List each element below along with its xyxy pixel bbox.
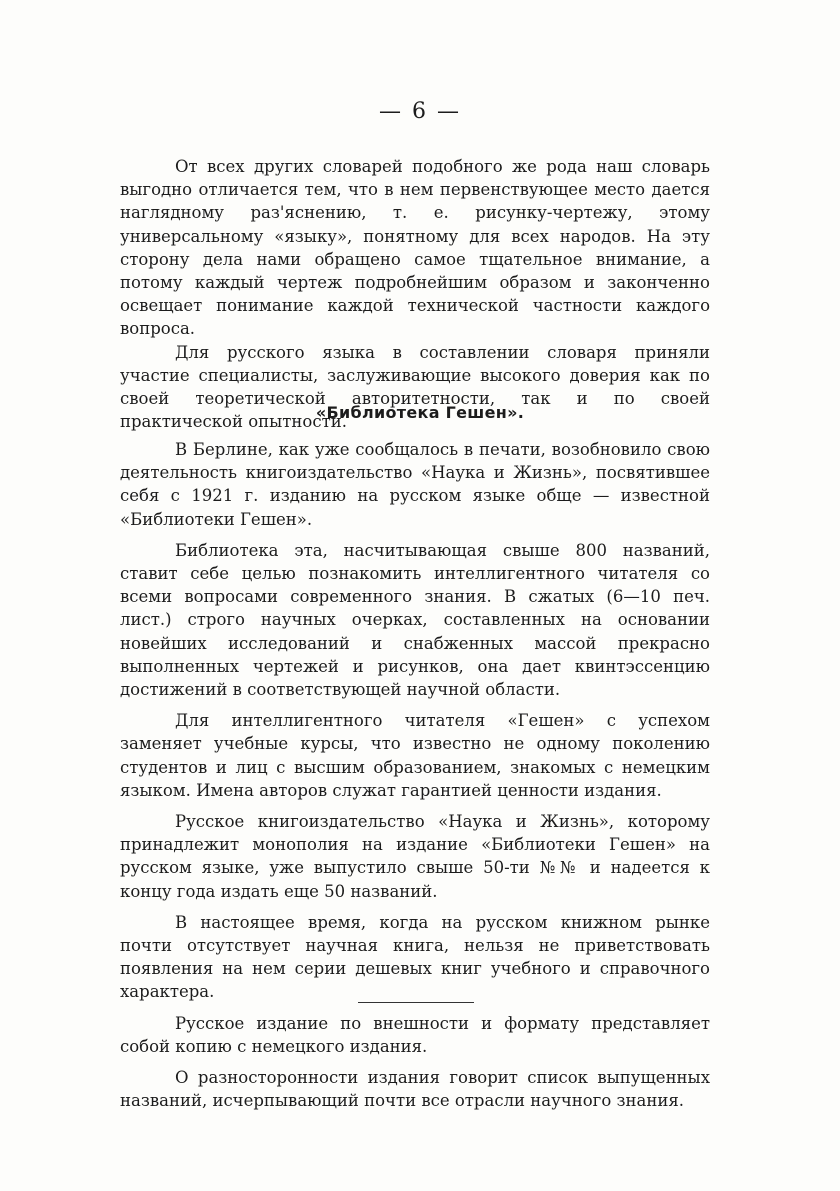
paragraph: От всех других словарей подобного же рода наш словарь выгодно отличается тем, что в нем первенствующее место дается наглядному раз'яснению, т. е. рисунку-чертежу, этому универсальному «языку», понятному для всех народов. На эту сторону дела нами обращено самое тщательное внимание, а потому каждый чертеж подробнейшим образом и законченно освещает понимание каждой технической частности каждого вопроса. bbox=[120, 157, 710, 339]
paragraph: О разносторонности издания говорит список выпущенных названий, исчерпывающий почти все отрасли научного знания. bbox=[120, 1068, 710, 1111]
closing-rule bbox=[358, 1002, 474, 1003]
paragraph: В Берлине, как уже сообщалось в печати, возобновило свою деятельность книгоиздательство «Наука и Жизнь», посвятившее себя с 1921 г. изданию на русском языке обще — известной «Библиотеки Гешен». bbox=[120, 440, 710, 529]
paragraph: Для русского языка в составлении словаря приняли участие специалисты, заслуживающие высокого доверия как по своей теоретической авторитетности, так и по своей практической опытности. bbox=[120, 342, 710, 432]
paragraph: Библиотека эта, насчитывающая свыше 800 названий, ставит себе целью познакомить интеллигентного читателя со всеми вопросами современного знания. В сжатых (6—10 печ. лист.) строго научных очерках, составленных на основании новейших исследований и снабженных массой прекрасно выполненных чертежей и рисунков, она дает квинтэссенцию достижений в соответствующей научной области. bbox=[120, 540, 710, 700]
section-body bbox=[120, 438, 710, 1120]
paragraph: Русское издание по внешности и формату представляет собой копию с немецкого издания. bbox=[120, 1013, 710, 1056]
paragraph: В настоящее время, когда на русском книжном рынке почти отсутствует научная книга, нельзя не приветствовать появления на нем серии дешевых книг учебного и справочного характера. bbox=[120, 912, 710, 1002]
intro-text bbox=[120, 155, 710, 433]
page-number: — 6 — bbox=[379, 99, 461, 124]
paragraph: Для интеллигентного читателя «Гешен» с успехом заменяет учебные курсы, что известно не одному поколению студентов и лиц с высшим образованием, знакомых с немецким языком. Имена авторов служат гарантией ценности издания. bbox=[120, 711, 710, 800]
section-title: «Библиотека Гешен». bbox=[315, 403, 525, 422]
paragraph: Русское книгоиздательство «Наука и Жизнь», которому принадлежит монополия на издание «Библиотеки Гешен» на русском языке, уже выпустило свыше 50-ти №№ и надеется к концу года издать еще 50 названий. bbox=[120, 812, 710, 901]
